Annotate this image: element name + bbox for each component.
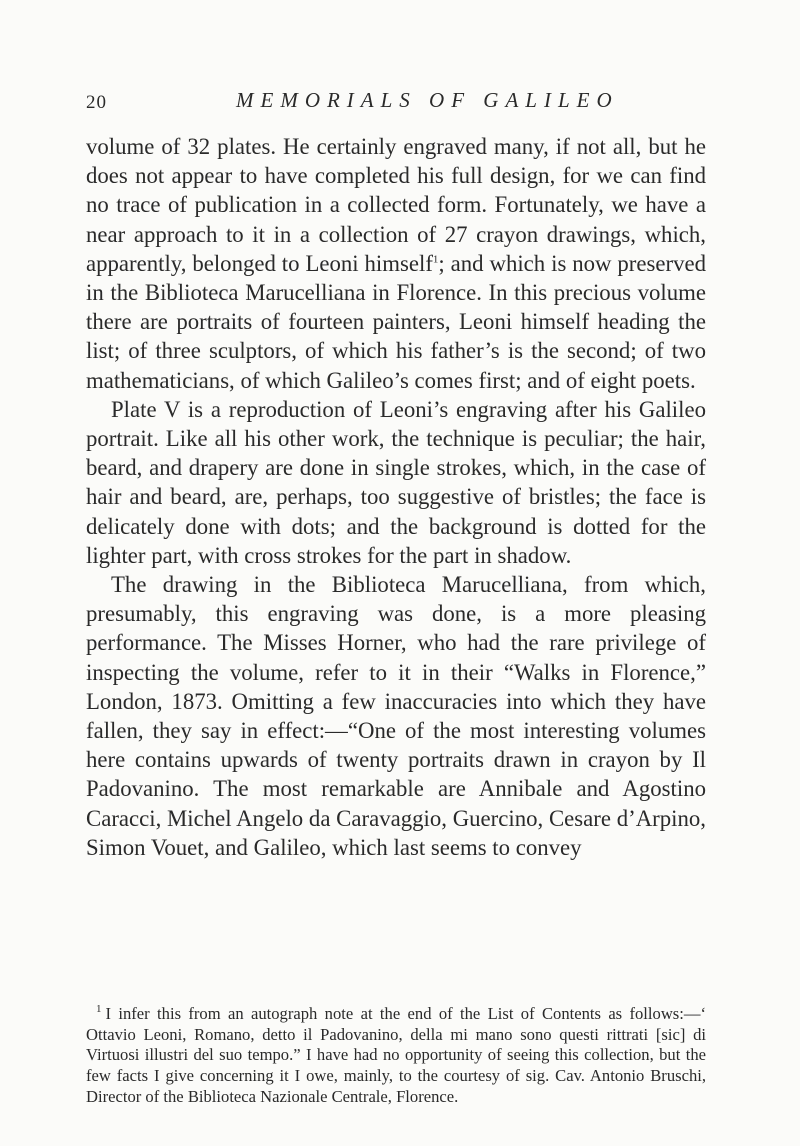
paragraph-1-text-b: ; and which is now preserved in the Biblioteca Marucelliana in Florence. In this precious volume there are portraits of fourteen painters, Leoni himself heading the list; of three sculptors, of which his father’s is the second; of two mathematicians, of which Galileo’s comes first; and of eight poets. bbox=[86, 250, 706, 393]
footnote-reference: 1 bbox=[432, 253, 439, 266]
footnote bbox=[86, 1004, 706, 1108]
body-text bbox=[86, 132, 706, 862]
footnote-text: I infer this from an autograph note at the end of the List of Contents as follows:—‘ Ottavio Leoni, Romano, detto il Padovanino, della mi mano sono questi rittrati [sic] di Virtuosi illustri del suo tempo.” I have had no opportunity of seeing this collection, but the few facts I give concerning it I owe, mainly, to the courtesy of sig. Cav. Antonio Bruschi, Director of the Biblioteca Nazionale Centrale, Florence. bbox=[86, 1004, 706, 1106]
paragraph-2: Plate V is a reproduction of Leoni’s engraving after his Galileo portrait. Like all his other work, the technique is peculiar; the hair, beard, and drapery are done in single strokes, which, in the case of hair and beard, are, perhaps, too suggestive of bristles; the face is delicately done with dots; and the background is dotted for the lighter part, with cross strokes for the part in shadow. bbox=[86, 396, 706, 568]
paragraph-3: The drawing in the Biblioteca Marucelliana, from which, presumably, this engraving was done, is a more pleasing performance. The Misses Horner, who had the rare privilege of inspecting the volume, refer to it in their “Walks in Florence,” London, 1873. Omitting a few inaccuracies into which they have fallen, they say in effect:—“One of the most interesting volumes here contains upwards of twenty portraits drawn in crayon by Il Padovanino. The most remarkable are Annibale and Agostino Caracci, Michel Angelo da Caravaggio, Guercino, Cesare d’Arpino, Simon Vouet, and Galileo, which last seems to convey bbox=[86, 572, 706, 860]
page-number: 20 bbox=[86, 92, 107, 113]
running-title: MEMORIALS OF GALILEO bbox=[236, 88, 619, 112]
paragraph-1 bbox=[86, 132, 706, 395]
paragraph-1-text-a: volume of 32 plates. He certainly engraved many, if not all, but he does not appear to have completed his full design, for we can find no trace of publication in a collected form. Fortunately, we have a near approach to it in a collection of 27 crayon drawings, which, apparently, belonged to Leoni himself bbox=[86, 134, 706, 276]
footnote-number: 1 bbox=[96, 1003, 102, 1016]
page-header bbox=[86, 88, 690, 120]
